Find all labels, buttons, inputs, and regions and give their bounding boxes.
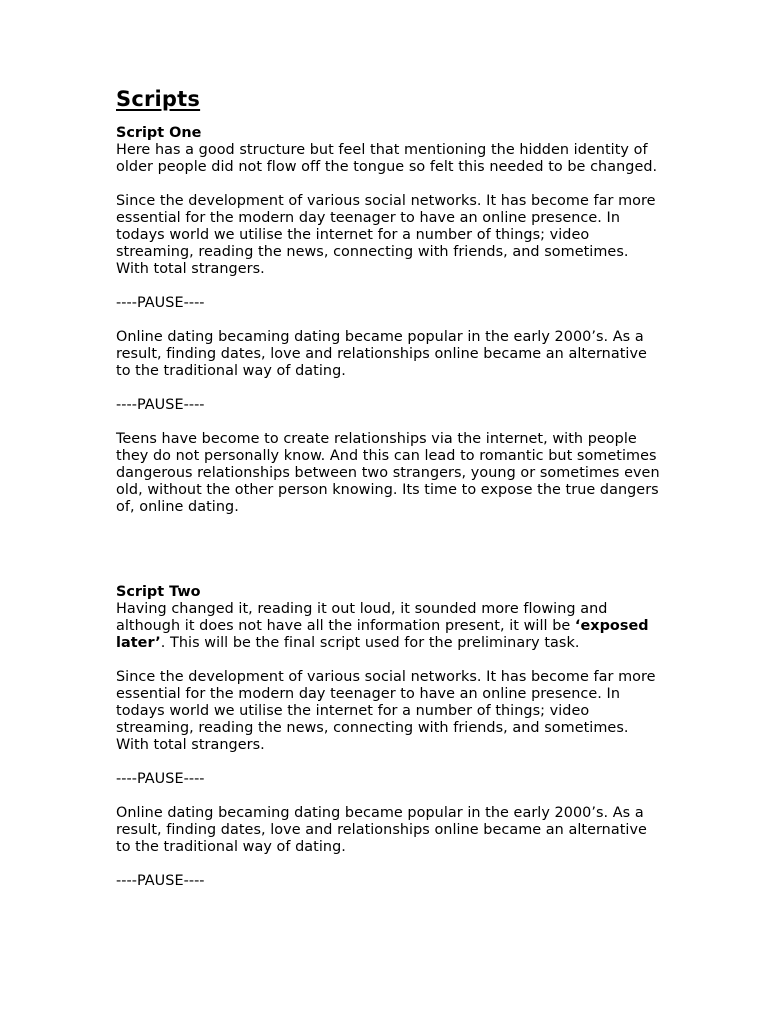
script-two-section <box>116 584 661 890</box>
script-one-paragraph-3: Teens have become to create relationships via the internet, with people they do not personally know. And this can lead to romantic but sometimes dangerous relationships between two strangers, young or sometimes even old, without the other person knowing. Its time to expose the true dangers of, online dating. <box>116 431 660 515</box>
script-one-paragraph-1: Since the development of various social networks. It has become far more essential for the modern day teenager to have an online presence. In todays world we utilise the internet for a number of things; video streaming, reading the news, connecting with friends, and sometimes. With total strangers. <box>116 193 656 277</box>
script-two-paragraph-2: Online dating becaming dating became popular in the early 2000’s. As a result, finding dates, love and relationships online became an alternative to the traditional way of dating. <box>116 805 647 855</box>
script-two-intro-end: . This will be the final script used for the preliminary task. <box>160 635 580 651</box>
script-two-pause-1: ----PAUSE---- <box>116 771 205 787</box>
document-title: Scripts <box>116 87 201 111</box>
script-two-paragraph-1: Since the development of various social networks. It has become far more essential for the modern day teenager to have an online presence. In todays world we utilise the internet for a number of things; video streaming, reading the news, connecting with friends, and sometimes. With total strangers. <box>116 669 656 753</box>
script-one-section <box>116 125 661 516</box>
script-one-paragraph-2: Online dating becaming dating became popular in the early 2000’s. As a result, finding dates, love and relationships online became an alternative to the traditional way of dating. <box>116 329 647 379</box>
script-one-heading: Script One <box>116 125 202 141</box>
script-one-pause-2: ----PAUSE---- <box>116 397 205 413</box>
script-two-intro <box>116 601 661 652</box>
document-page <box>116 84 661 907</box>
script-two-intro-emphasis: ‘exposed later’ <box>116 618 649 651</box>
script-two-pause-2: ----PAUSE---- <box>116 873 205 889</box>
section-spacer <box>116 533 661 584</box>
script-one-intro: Here has a good structure but feel that mentioning the hidden identity of older people did not flow off the tongue so felt this needed to be changed. <box>116 142 658 175</box>
script-two-heading: Script Two <box>116 584 201 600</box>
script-one-pause-1: ----PAUSE---- <box>116 295 205 311</box>
script-two-intro-start: Having changed it, reading it out loud, it sounded more flowing and although it does not have all the information present, it will be <box>116 601 608 634</box>
